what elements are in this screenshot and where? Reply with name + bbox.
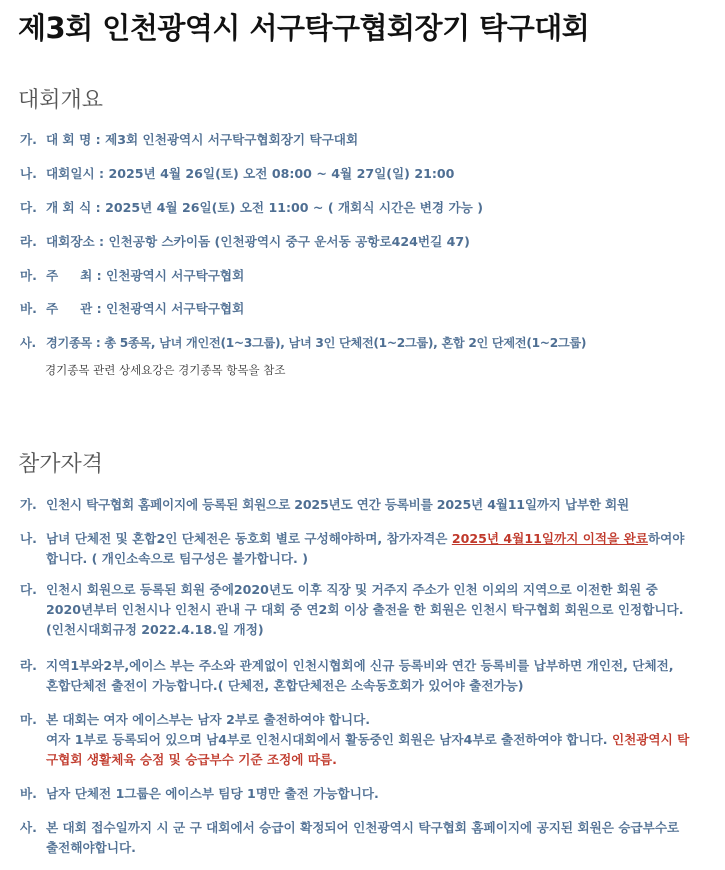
item-text-part: 여자 1부로 등록되어 있으며 남4부로 인천시대회에서 활동중인 회원은 남자4부로 출전하여야 합니다. <box>46 732 612 747</box>
item-text: 주 최 : 인천광역시 서구탁구협회 <box>46 268 245 283</box>
item-marker: 바. <box>20 301 37 316</box>
item-marker: 사. <box>20 820 37 835</box>
item-marker: 다. <box>20 582 37 597</box>
item-text: 지역1부와2부,에이스 부는 주소와 관계없이 인천시협회에 신규 등록비와 연간 등록비를 납부하면 개인전, 단체전, 혼합단체전 출전이 가능합니다.( 단체전, 혼합단체전은 소속동호회가 있어야 출전가능) <box>46 658 674 693</box>
item-text: 대회일시 : 2025년 4월 26일(토) 오전 08:00 ~ 4월 27일(일) 21:00 <box>46 166 455 181</box>
item-text: 개 회 식 : 2025년 4월 26일(토) 오전 11:00 ~ ( 개회식 시간은 변경 가능 ) <box>46 200 483 215</box>
overview-item <box>20 266 700 286</box>
item-line <box>46 730 695 770</box>
item-text: 인천시 탁구협회 홈페이지에 등록된 회원으로 2025년도 연간 등록비를 2025년 4월11일까지 납부한 회원 <box>46 497 629 512</box>
item-marker: 마. <box>20 268 37 283</box>
notice-highlight: 인천광역시 탁구협회 생활체육 승점 및 승급부수 기준 조정에 따름. <box>46 732 690 767</box>
item-text: 대회장소 : 인천공항 스카이돔 (인천광역시 중구 운서동 공항로424번길 47) <box>46 234 470 249</box>
overview-item <box>20 333 700 353</box>
eligibility-item <box>20 818 695 858</box>
deadline-highlight: 2025년 4월11일까지 이적을 완료 <box>451 531 648 546</box>
item-text: 인천시 회원으로 등록된 회원 중에2020년도 이후 직장 및 거주지 주소가 인천 이외의 지역으로 이전한 회원 중 2020년부터 인천시나 인천시 관내 구 대회 중 연2회 이상 출전을 한 회원은 인천시 탁구협회 회원으로 인정합니다. (인천시대회규정 2022.4.18.일 개정) <box>46 582 684 637</box>
eligibility-item <box>20 784 700 804</box>
item-marker: 라. <box>20 234 37 249</box>
item-line: 본 대회는 여자 에이스부는 남자 2부로 출전하여야 합니다. <box>46 712 371 727</box>
eligibility-item <box>20 529 685 569</box>
item-marker: 사. <box>20 336 36 350</box>
item-text-part: 남녀 단체전 및 혼합2인 단체전은 동호회 별로 구성해야하며, 참가자격은 <box>46 531 452 546</box>
section-heading-eligibility: 참가자격 <box>18 452 104 477</box>
overview-item <box>20 164 700 184</box>
item-marker: 다. <box>20 200 37 215</box>
item-text: 대 회 명 : 제3회 인천광역시 서구탁구협회장기 탁구대회 <box>46 132 359 147</box>
eligibility-item <box>20 580 690 640</box>
item-text: 주 관 : 인천광역시 서구탁구협회 <box>46 301 245 316</box>
item-text: 남자 단체전 1그룹은 에이스부 팀당 1명만 출전 가능합니다. <box>46 786 379 801</box>
item-marker: 나. <box>20 531 37 546</box>
overview-item <box>20 232 700 252</box>
item-text: 경기종목 : 총 5종목, 남녀 개인전(1~3그룹), 남녀 3인 단체전(1~2그룹), 혼합 2인 단제전(1~2그룹) <box>46 336 587 350</box>
overview-item <box>20 299 700 319</box>
overview-item <box>20 198 700 218</box>
eligibility-item <box>20 495 700 515</box>
eligibility-item <box>20 656 685 696</box>
item-text: 본 대회 접수일까지 시 군 구 대회에서 승급이 확정되어 인천광역시 탁구협회 홈페이지에 공지된 회원은 승급부수로 출전해야합니다. <box>46 820 680 855</box>
events-note: 경기종목 관련 상세요강은 경기종목 항목을 참조 <box>45 363 286 377</box>
item-marker: 가. <box>20 132 37 147</box>
page-title: 제3회 인천광역시 서구탁구협회장기 탁구대회 <box>18 11 590 45</box>
item-marker: 라. <box>20 658 37 673</box>
overview-item <box>20 130 700 150</box>
eligibility-item <box>20 710 695 770</box>
item-text-part: 하여야 합니다. ( 개인소속으로 팀구성은 불가합니다. ) <box>46 531 685 566</box>
section-heading-overview: 대회개요 <box>18 88 104 113</box>
item-marker: 바. <box>20 786 37 801</box>
item-marker: 나. <box>20 166 37 181</box>
item-text <box>46 710 695 770</box>
item-text <box>46 529 685 569</box>
item-marker: 가. <box>20 497 37 512</box>
item-marker: 마. <box>20 712 37 727</box>
